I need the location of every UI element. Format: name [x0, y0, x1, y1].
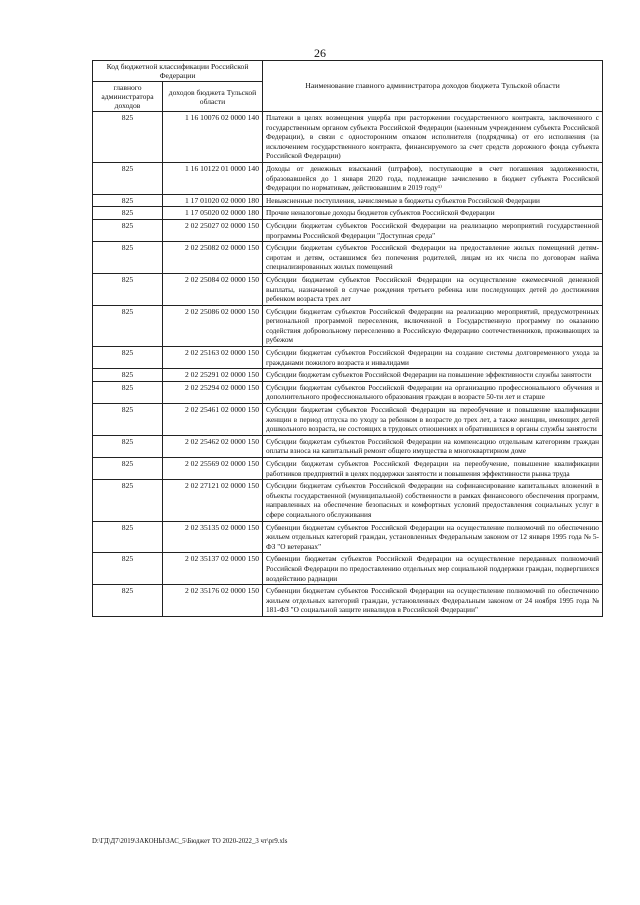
revenue-name-cell: Субсидии бюджетам субъектов Российской Федерации на компенсацию отдельным категориям граждан оплаты взноса на капитальный ремонт общего имущества в многоквартирном доме [263, 435, 603, 457]
kbk-code-cell: 1 16 10122 01 0000 140 [163, 162, 263, 194]
kbk-code-cell: 2 02 35137 02 0000 150 [163, 553, 263, 585]
revenue-name-cell: Субсидии бюджетам субъектов Российской Федерации на повышение эффективности службы занятости [263, 369, 603, 382]
revenue-name-cell: Субвенции бюджетам субъектов Российской Федерации на осуществление полномочий по обеспечению жильем отдельных категорий граждан, установленных Федеральным законом от 12 января 1995 года № 5-ФЗ "О ветеранах" [263, 521, 603, 553]
admin-code-cell: 825 [93, 369, 163, 382]
table-row [93, 305, 603, 346]
revenue-admin-table [92, 60, 603, 617]
admin-code-cell: 825 [93, 219, 163, 241]
header-code-column: доходов бюджета Тульской области [163, 82, 263, 112]
table-row [93, 273, 603, 305]
admin-code-cell: 825 [93, 112, 163, 163]
revenue-name-cell: Прочие неналоговые доходы бюджетов субъектов Российской Федерации [263, 207, 603, 220]
table-row [93, 480, 603, 521]
admin-code-cell: 825 [93, 162, 163, 194]
revenue-name-cell: Платежи в целях возмещения ущерба при расторжении государственного контракта, заключенного с государственным органом субъекта Российской Федерации (казенным учреждением субъекта Российской Федерации), в связи с односторонним отказом исполнителя (подрядчика) от его исполнения (за исключением государственного контракта, финансируемого за счет средств дорожного фонда субъекта Российской Федерации) [263, 112, 603, 163]
admin-code-cell: 825 [93, 242, 163, 274]
kbk-code-cell: 2 02 25086 02 0000 150 [163, 305, 263, 346]
header-group-label: Код бюджетной классификации Российской Федерации [93, 61, 263, 82]
header-admin-column: главного администратора доходов [93, 82, 163, 112]
revenue-name-cell: Субсидии бюджетам субъектов Российской Федерации на переобучение, повышение квалификации работников предприятий в целях поддержки занятости и повышения эффективности рынка труда [263, 458, 603, 480]
table-row [93, 369, 603, 382]
admin-code-cell: 825 [93, 194, 163, 207]
kbk-code-cell: 2 02 35135 02 0000 150 [163, 521, 263, 553]
kbk-code-cell: 1 17 01020 02 0000 180 [163, 194, 263, 207]
revenue-name-cell: Доходы от денежных взысканий (штрафов), поступающие в счет погашения задолженности, образовавшейся до 1 января 2020 года, подлежащие зачислению в бюджет субъекта Российской Федерации по нормативам, действовавшим в 2019 году¹⁾ [263, 162, 603, 194]
kbk-code-cell: 2 02 25084 02 0000 150 [163, 273, 263, 305]
kbk-code-cell: 2 02 27121 02 0000 150 [163, 480, 263, 521]
table-row [93, 435, 603, 457]
revenue-name-cell: Субсидии бюджетам субъектов Российской Федерации на организацию профессионального обучения и дополнительного профессионального образования граждан в возрасте 50-ти лет и старше [263, 381, 603, 403]
revenue-name-cell: Субвенции бюджетам субъектов Российской Федерации на осуществление переданных полномочий Российской Федерации по предоставлению отдельных мер социальной поддержки граждан, подвергшихся воздействию радиации [263, 553, 603, 585]
admin-code-cell: 825 [93, 207, 163, 220]
table-row [93, 381, 603, 403]
kbk-code-cell: 2 02 25082 02 0000 150 [163, 242, 263, 274]
kbk-code-cell: 2 02 25027 02 0000 150 [163, 219, 263, 241]
table-header-row [93, 61, 603, 82]
admin-code-cell: 825 [93, 273, 163, 305]
table-row [93, 404, 603, 436]
kbk-code-cell: 2 02 25163 02 0000 150 [163, 347, 263, 369]
table-row [93, 219, 603, 241]
revenue-name-cell: Субсидии бюджетам субъектов Российской Федерации на реализацию мероприятий государственной программы Российской Федерации "Доступная среда" [263, 219, 603, 241]
file-path-footer: D:\ГД\Д7\2019\ЗАКОНЫ\ЗАС_5\Бюджет ТО 2020-2022_3 чт\pr9.xls [92, 838, 288, 845]
kbk-code-cell: 2 02 35176 02 0000 150 [163, 585, 263, 617]
table-row [93, 458, 603, 480]
revenue-name-cell: Субсидии бюджетам субъектов Российской Федерации на софинансирование капитальных вложений в объекты государственной (муниципальной) собственности в рамках финансового обеспечения программ, направленных на обеспечение безопасных и комфортных условий предоставления социальных услуг в сфере социального обслуживания [263, 480, 603, 521]
admin-code-cell: 825 [93, 480, 163, 521]
kbk-code-cell: 2 02 25291 02 0000 150 [163, 369, 263, 382]
admin-code-cell: 825 [93, 458, 163, 480]
admin-code-cell: 825 [93, 585, 163, 617]
kbk-code-cell: 2 02 25294 02 0000 150 [163, 381, 263, 403]
kbk-code-cell: 2 02 25461 02 0000 150 [163, 404, 263, 436]
page-number: 26 [314, 46, 326, 60]
table-body [93, 112, 603, 617]
revenue-name-cell: Субсидии бюджетам субъектов Российской Федерации на создание системы долговременного ухода за гражданами пожилого возраста и инвалидами [263, 347, 603, 369]
admin-code-cell: 825 [93, 381, 163, 403]
table-row [93, 553, 603, 585]
revenue-name-cell: Субсидии бюджетам субъектов Российской Федерации на реализацию мероприятий, предусмотренных региональной программой переселения, включенной в Государственную программу по оказанию содействия добровольному переселению в Российскую Федерацию соотечественников, проживающих за рубежом [263, 305, 603, 346]
kbk-code-cell: 2 02 25569 02 0000 150 [163, 458, 263, 480]
table-row [93, 585, 603, 617]
table-row [93, 194, 603, 207]
admin-code-cell: 825 [93, 404, 163, 436]
revenue-name-cell: Субсидии бюджетам субъектов Российской Федерации на переобучение и повышение квалификации женщин в период отпуска по уходу за ребенком в возрасте до трех лет, а также женщин, имеющих детей дошкольного возраста, не состоящих в трудовых отношениях и обратившихся в органы службы занятости [263, 404, 603, 436]
revenue-name-cell: Субвенции бюджетам субъектов Российской Федерации на осуществление полномочий по обеспечению жильем отдельных категорий граждан, установленных Федеральным законом от 24 ноября 1995 года № 181-ФЗ "О социальной защите инвалидов в Российской Федерации" [263, 585, 603, 617]
revenue-name-cell: Невыясненные поступления, зачисляемые в бюджеты субъектов Российской Федерации [263, 194, 603, 207]
revenue-name-cell: Субсидии бюджетам субъектов Российской Федерации на предоставление жилых помещений детям-сиротам и детям, оставшимся без попечения родителей, лицам из их числа по договорам найма специализированных жилых помещений [263, 242, 603, 274]
table-row [93, 242, 603, 274]
admin-code-cell: 825 [93, 347, 163, 369]
table-row [93, 162, 603, 194]
kbk-code-cell: 2 02 25462 02 0000 150 [163, 435, 263, 457]
table-row [93, 521, 603, 553]
kbk-code-cell: 1 17 05020 02 0000 180 [163, 207, 263, 220]
admin-code-cell: 825 [93, 521, 163, 553]
table-row [93, 347, 603, 369]
admin-code-cell: 825 [93, 553, 163, 585]
revenue-name-cell: Субсидии бюджетам субъектов Российской Федерации на осуществление ежемесячной денежной выплаты, назначаемой в случае рождения третьего ребенка или последующих детей до достижения ребенком возраста трех лет [263, 273, 603, 305]
table-row [93, 207, 603, 220]
kbk-code-cell: 1 16 10076 02 0000 140 [163, 112, 263, 163]
header-name-column: Наименование главного администратора доходов бюджета Тульской области [263, 61, 603, 112]
admin-code-cell: 825 [93, 435, 163, 457]
table-row [93, 112, 603, 163]
admin-code-cell: 825 [93, 305, 163, 346]
